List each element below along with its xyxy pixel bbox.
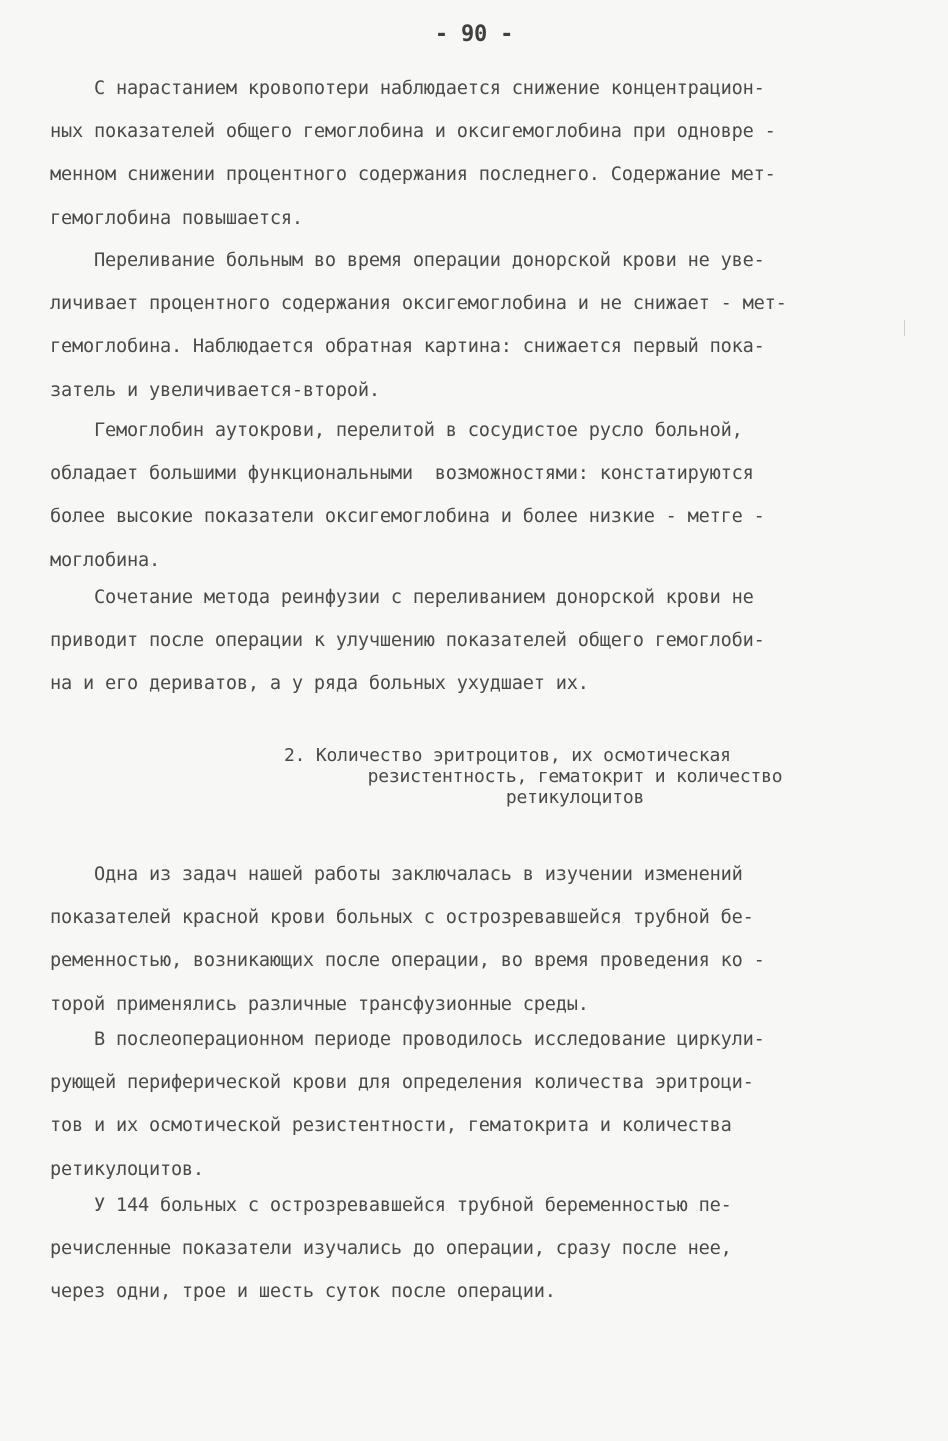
- paragraph-5: [50, 853, 895, 1026]
- text-line: ных показателей общего гемоглобина и оксигемоглобина при одновре -: [50, 121, 776, 143]
- text-line: личивает процентного содержания оксигемоглобина и не снижает - мет-: [50, 293, 787, 315]
- text-line: приводит после операции к улучшению показателей общего гемоглоби-: [50, 630, 765, 652]
- section-heading: [270, 745, 880, 808]
- paragraph-6: [50, 1018, 895, 1191]
- section-heading-line: резистентность, гематокрит и количество: [367, 766, 783, 787]
- paragraph-4: [50, 576, 895, 706]
- text-line: Сочетание метода реинфузии с переливанием донорской крови не: [50, 587, 754, 608]
- text-line: показателей красной крови больных с острозревавшейся трубной бе-: [50, 907, 754, 929]
- text-line: через одни, трое и шесть суток после операции.: [50, 1281, 556, 1303]
- page-number: - 90 -: [434, 22, 514, 47]
- text-line: менном снижении процентного содержания последнего. Содержание мет-: [50, 164, 776, 186]
- paragraph-2: [50, 239, 895, 412]
- text-line: ретикулоцитов.: [50, 1158, 204, 1180]
- text-line: на и его дериватов, а у ряда больных ухудшает их.: [50, 673, 589, 695]
- text-line: Одна из задач нашей работы заключалась в изучении изменений: [50, 864, 743, 885]
- text-line: обладает большими функциональными возможностями: констатируются: [50, 463, 754, 485]
- paragraph-7: [50, 1184, 895, 1314]
- text-line: С нарастанием кровопотери наблюдается снижение концентрацион-: [50, 78, 765, 99]
- text-line: Переливание больным во время операции донорской крови не уве-: [50, 250, 765, 271]
- text-line: тов и их осмотической резистентности, гематокрита и количества: [50, 1115, 732, 1137]
- text-line: У 144 больных с острозревавшейся трубной беременностью пе-: [50, 1195, 732, 1216]
- text-line: гемоглобина повышается.: [50, 207, 303, 229]
- text-line: В послеоперационном периоде проводилось исследование циркули-: [50, 1029, 765, 1050]
- text-line: затель и увеличивается-второй.: [50, 379, 380, 401]
- paragraph-1: [50, 67, 895, 240]
- text-line: речисленные показатели изучались до операции, сразу после нее,: [50, 1238, 732, 1260]
- margin-mark: [904, 320, 905, 336]
- text-line: моглобина.: [50, 549, 160, 571]
- text-line: более высокие показатели оксигемоглобина и более низкие - метге -: [50, 506, 765, 528]
- text-line: гемоглобина. Наблюдается обратная картина: снижается первый пока-: [50, 336, 765, 358]
- text-line: ременностью, возникающих после операции, во время проведения ко -: [50, 950, 765, 972]
- text-line: торой применялись различные трансфузионные среды.: [50, 993, 589, 1015]
- section-heading-line: ретикулоцитов: [505, 787, 645, 808]
- paragraph-3: [50, 409, 895, 582]
- section-heading-line: 2. Количество эритроцитов, их осмотическая: [284, 745, 731, 766]
- text-line: рующей периферической крови для определения количества эритроци-: [50, 1072, 754, 1094]
- text-line: Гемоглобин аутокрови, перелитой в сосудистое русло больной,: [50, 420, 743, 441]
